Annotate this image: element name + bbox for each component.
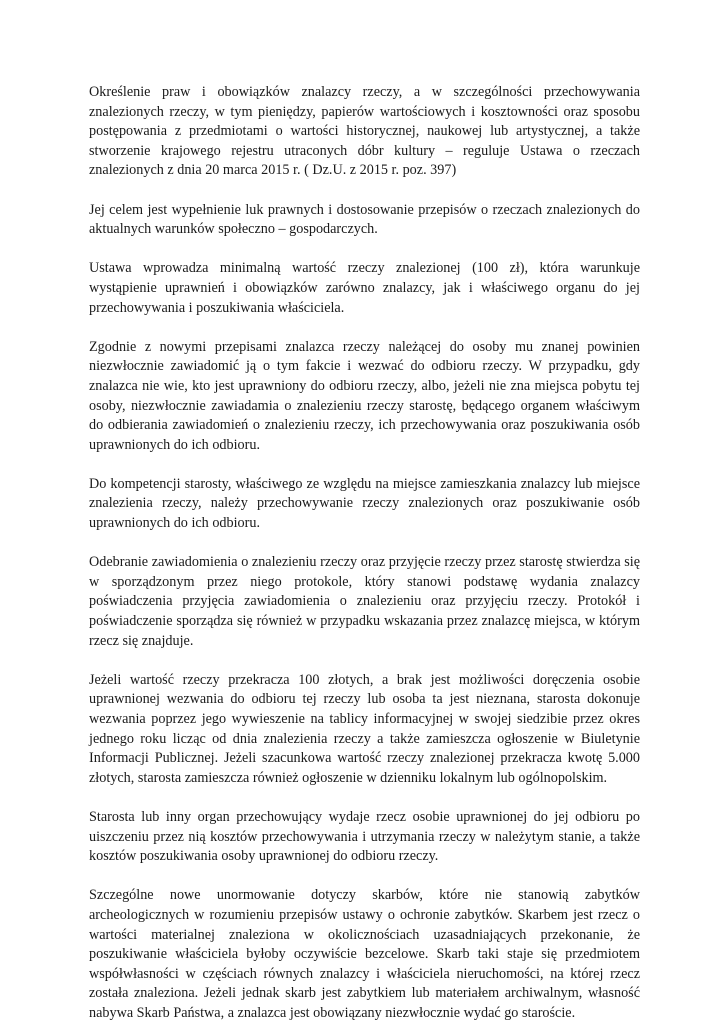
paragraph-starost-competence: Do kompetencji starosty, właściwego ze względu na miejsce zamieszkania znalazcy lub miejsce znalezienia rzeczy, należy przechowywanie rzeczy znalezionych oraz poszukiwanie osób uprawnionych do ich odbioru. (89, 475, 640, 532)
paragraph-finder-obligations: Zgodnie z nowymi przepisami znalazca rzeczy należącej do osoby mu znanej powinien niezwłocznie zawiadomić ją o tym fakcie i wezwać do odbioru rzeczy. W przypadku, gdy znalazca nie wie, kto jest uprawniony do odbioru rzeczy, albo, jeżeli nie zna miejsca pobytu tej osoby, niezwłocznie zawiadamia o znalezieniu rzeczy starostę, będącego organem właściwym do odbierania zawiadomień o znalezieniu rzeczy, ich przechowywania oraz poszukiwania osób uprawnionych do ich odbioru. (89, 338, 640, 453)
paragraph-release-of-item: Starosta lub inny organ przechowujący wydaje rzecz osobie uprawnionej do jej odbioru po uiszczeniu przez nią kosztów przechowywania i utrzymania rzeczy w należytym stanie, a także kosztów poszukiwania osoby uprawnionej do odbioru rzeczy. (89, 808, 640, 865)
paragraph-treasure: Szczególne nowe unormowanie dotyczy skarbów, które nie stanowią zabytków archeologicznych w rozumieniu przepisów ustawy o ochronie zabytków. Skarbem jest rzecz o wartości materialnej znaleziona w okolicznościach uzasadniających przekonanie, że poszukiwanie właściciela byłoby oczywiście bezcelowe. Skarb taki staje się przedmiotem współwłasności w częściach równych znalazcy i właściciela nieruchomości, na której rzecz została znaleziona. Jeżeli jednak skarb jest zabytkiem lub materiałem archiwalnym, własność nabywa Skarb Państwa, a znalazca jest obowiązany niezwłocznie wydać go staroście. (89, 887, 640, 1021)
paragraph-scope-of-act: Określenie praw i obowiązków znalazcy rzeczy, a w szczególności przechowywania znalezionych rzeczy, w tym pieniędzy, papierów wartościowych i kosztowności oraz sposobu postępowania z przedmiotami o wartości historycznej, naukowej lub artystycznej, a także stworzenie krajowego rejestru utraconych dóbr kultury – reguluje Ustawa o rzeczach znalezionych z dnia 20 marca 2015 r. ( Dz.U. z 2015 r. poz. 397) (89, 84, 640, 179)
document-body (89, 83, 640, 1024)
paragraph-purpose: Jej celem jest wypełnienie luk prawnych i dostosowanie przepisów o rzeczach znalezionych do aktualnych warunków społeczno – gospodarczych. (89, 201, 640, 238)
paragraph-minimum-value: Ustawa wprowadza minimalną wartość rzeczy znalezionej (100 zł), która warunkuje wystąpienie uprawnień i obowiązków zarówno znalazcy, jak i właściwego organu do jej przechowywania i poszukiwania właściciela. (89, 260, 640, 316)
paragraph-notice-publication: Jeżeli wartość rzeczy przekracza 100 złotych, a brak jest możliwości doręczenia osobie uprawnionej wezwania do odbioru tej rzeczy lub osoba ta jest nieznana, starosta dokonuje wezwania poprzez jego wywieszenie na tablicy informacyjnej w swojej siedzibie przez okres jednego roku licząc od dnia znalezienia rzeczy a także zamieszcza ogłoszenie w Biuletynie Informacji Publicznej. Jeżeli szacunkowa wartość rzeczy znalezionej przekracza kwotę 5.000 złotych, starosta zamieszcza również ogłoszenie w dzienniku lokalnym lub ogólnopolskim. (89, 671, 640, 786)
paragraph-protocol: Odebranie zawiadomienia o znalezieniu rzeczy oraz przyjęcie rzeczy przez starostę stwierdza się w sporządzonym przez niego protokole, który stanowi podstawę wydania znalazcy poświadczenia przyjęcia zawiadomienia o znalezieniu oraz przyjęciu rzeczy. Protokół i poświadczenie sporządza się również w przypadku wskazania przez znalazcę miejsca, w którym rzecz się znajduje. (89, 554, 640, 649)
